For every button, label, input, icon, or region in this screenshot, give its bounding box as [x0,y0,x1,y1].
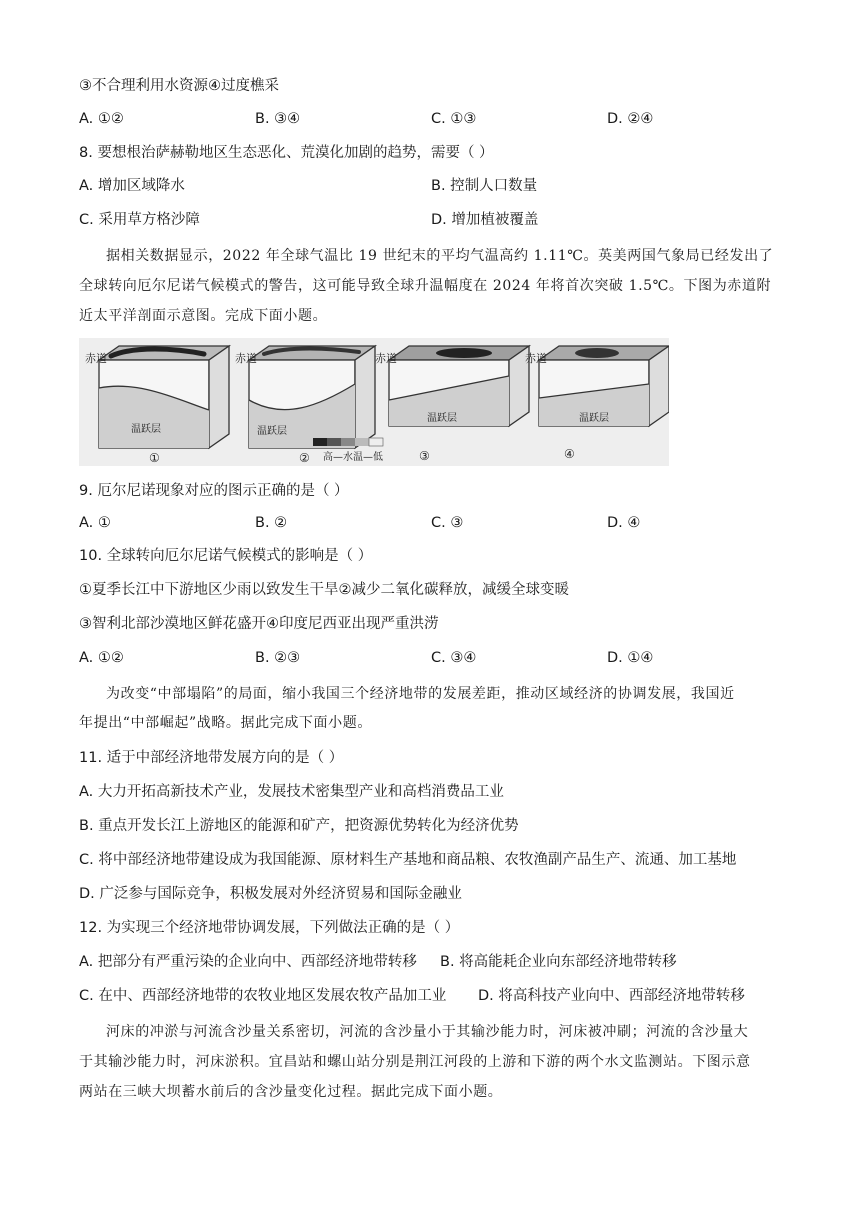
q9-option-d: D. ④ [607,515,641,531]
line-q7-statements: ③不合理利用水资源④过度樵采 [79,78,279,94]
block-2 [235,346,375,465]
fig-num-2: ② [299,451,310,465]
fig-num-1: ① [149,451,160,465]
q10-stem: 10. 全球转向厄尔尼诺气候模式的影响是（ ） [79,548,373,564]
q11-option-c: C. 将中部经济地带建设成为我国能源、原材料生产基地和商品粮、农牧渔副产品生产、流通、加工基地 [79,852,737,868]
legend [313,438,383,463]
passage-2-line-1: 为改变“中部塌陷”的局面，缩小我国三个经济地带的发展差距，推动区域经济的协调发展，我国近 [106,686,735,702]
q7-option-d: D. ②④ [607,111,654,127]
q8-option-c: C. 采用草方格沙障 [79,212,200,228]
q10-option-d: D. ①④ [607,650,654,666]
fig-num-3: ③ [419,449,430,463]
block-4 [525,346,669,461]
block-1 [85,346,229,465]
fig-equator-label-2: 赤道 [235,352,257,365]
fig-equator-label-3: 赤道 [375,352,397,365]
fig-layer-label-2: 温跃层 [257,426,287,437]
block-3 [375,346,529,463]
q12-option-a: A. 把部分有严重污染的企业向中、西部经济地带转移 [79,954,417,970]
q11-option-b: B. 重点开发长江上游地区的能源和矿产，把资源优势转化为经济优势 [79,818,519,834]
q10-option-b: B. ②③ [255,650,301,666]
passage-3-line-2: 于其输沙能力时，河床淤积。宜昌站和螺山站分别是荆江河段的上游和下游的两个水文监测站。下图示意 [79,1054,751,1070]
passage-2-line-2: 年提出“中部崛起”战略。据此完成下面小题。 [79,715,372,731]
fig-layer-label-1: 温跃层 [131,424,161,435]
q8-option-d: D. 增加植被覆盖 [431,212,539,228]
q9-option-c: C. ③ [431,515,464,531]
q8-option-b: B. 控制人口数量 [431,178,538,194]
q10-statements-1: ①夏季长江中下游地区少雨以致发生干旱②减少二氧化碳释放，减缓全球变暖 [79,582,569,598]
q11-stem: 11. 适于中部经济地带发展方向的是（ ） [79,750,344,766]
passage-1-line-2: 全球转向厄尔尼诺气候模式的警告，这可能导致全球升温幅度在 2024 年将首次突破 1.5℃。下图为赤道附 [79,278,772,294]
passage-3-line-1: 河床的冲淤与河流含沙量关系密切，河流的含沙量小于其输沙能力时，河床被冲刷；河流的含沙量大 [106,1024,749,1040]
fig-layer-label-4: 温跃层 [579,413,609,424]
q7-option-b: B. ③④ [255,111,301,127]
q9-stem: 9. 厄尔尼诺现象对应的图示正确的是（ ） [79,483,349,499]
passage-1-line-3: 近太平洋剖面示意图。完成下面小题。 [79,308,328,324]
q10-option-a: A. ①② [79,650,124,666]
q12-option-b: B. 将高能耗企业向东部经济地带转移 [440,954,677,970]
q9-option-b: B. ② [255,515,288,531]
q10-option-c: C. ③④ [431,650,477,666]
q12-option-d: D. 将高科技产业向中、西部经济地带转移 [478,988,745,1004]
q12-option-c: C. 在中、西部经济地带的农牧业地区发展农牧产品加工业 [79,988,447,1004]
fig-layer-label-3: 温跃层 [427,413,457,424]
passage-1-line-1: 据相关数据显示，2022 年全球气温比 19 世纪末的平均气温高约 1.11℃。英美两国气象局已经发出了 [106,248,774,264]
legend-label: 高—水温—低 [323,452,383,463]
q7-option-c: C. ①③ [431,111,477,127]
q10-statements-2: ③智利北部沙漠地区鲜花盛开④印度尼西亚出现严重洪涝 [79,616,439,632]
fig-equator-label-1: 赤道 [85,352,107,365]
q11-option-d: D. 广泛参与国际竞争，积极发展对外经济贸易和国际金融业 [79,886,462,902]
q12-stem: 12. 为实现三个经济地带协调发展，下列做法正确的是（ ） [79,920,460,936]
fig-num-4: ④ [564,447,575,461]
q9-option-a: A. ① [79,515,111,531]
q11-option-a: A. 大力开拓高新技术产业，发展技术密集型产业和高档消费品工业 [79,784,504,800]
fig-equator-label-4: 赤道 [525,352,547,365]
passage-3-line-3: 两站在三峡大坝蓄水前后的含沙量变化过程。据此完成下面小题。 [79,1084,503,1100]
pacific-profile-figure [79,338,669,466]
q7-option-a: A. ①② [79,111,124,127]
q8-stem: 8. 要想根治萨赫勒地区生态恶化、荒漠化加剧的趋势，需要（ ） [79,145,494,161]
q8-option-a: A. 增加区域降水 [79,178,185,194]
